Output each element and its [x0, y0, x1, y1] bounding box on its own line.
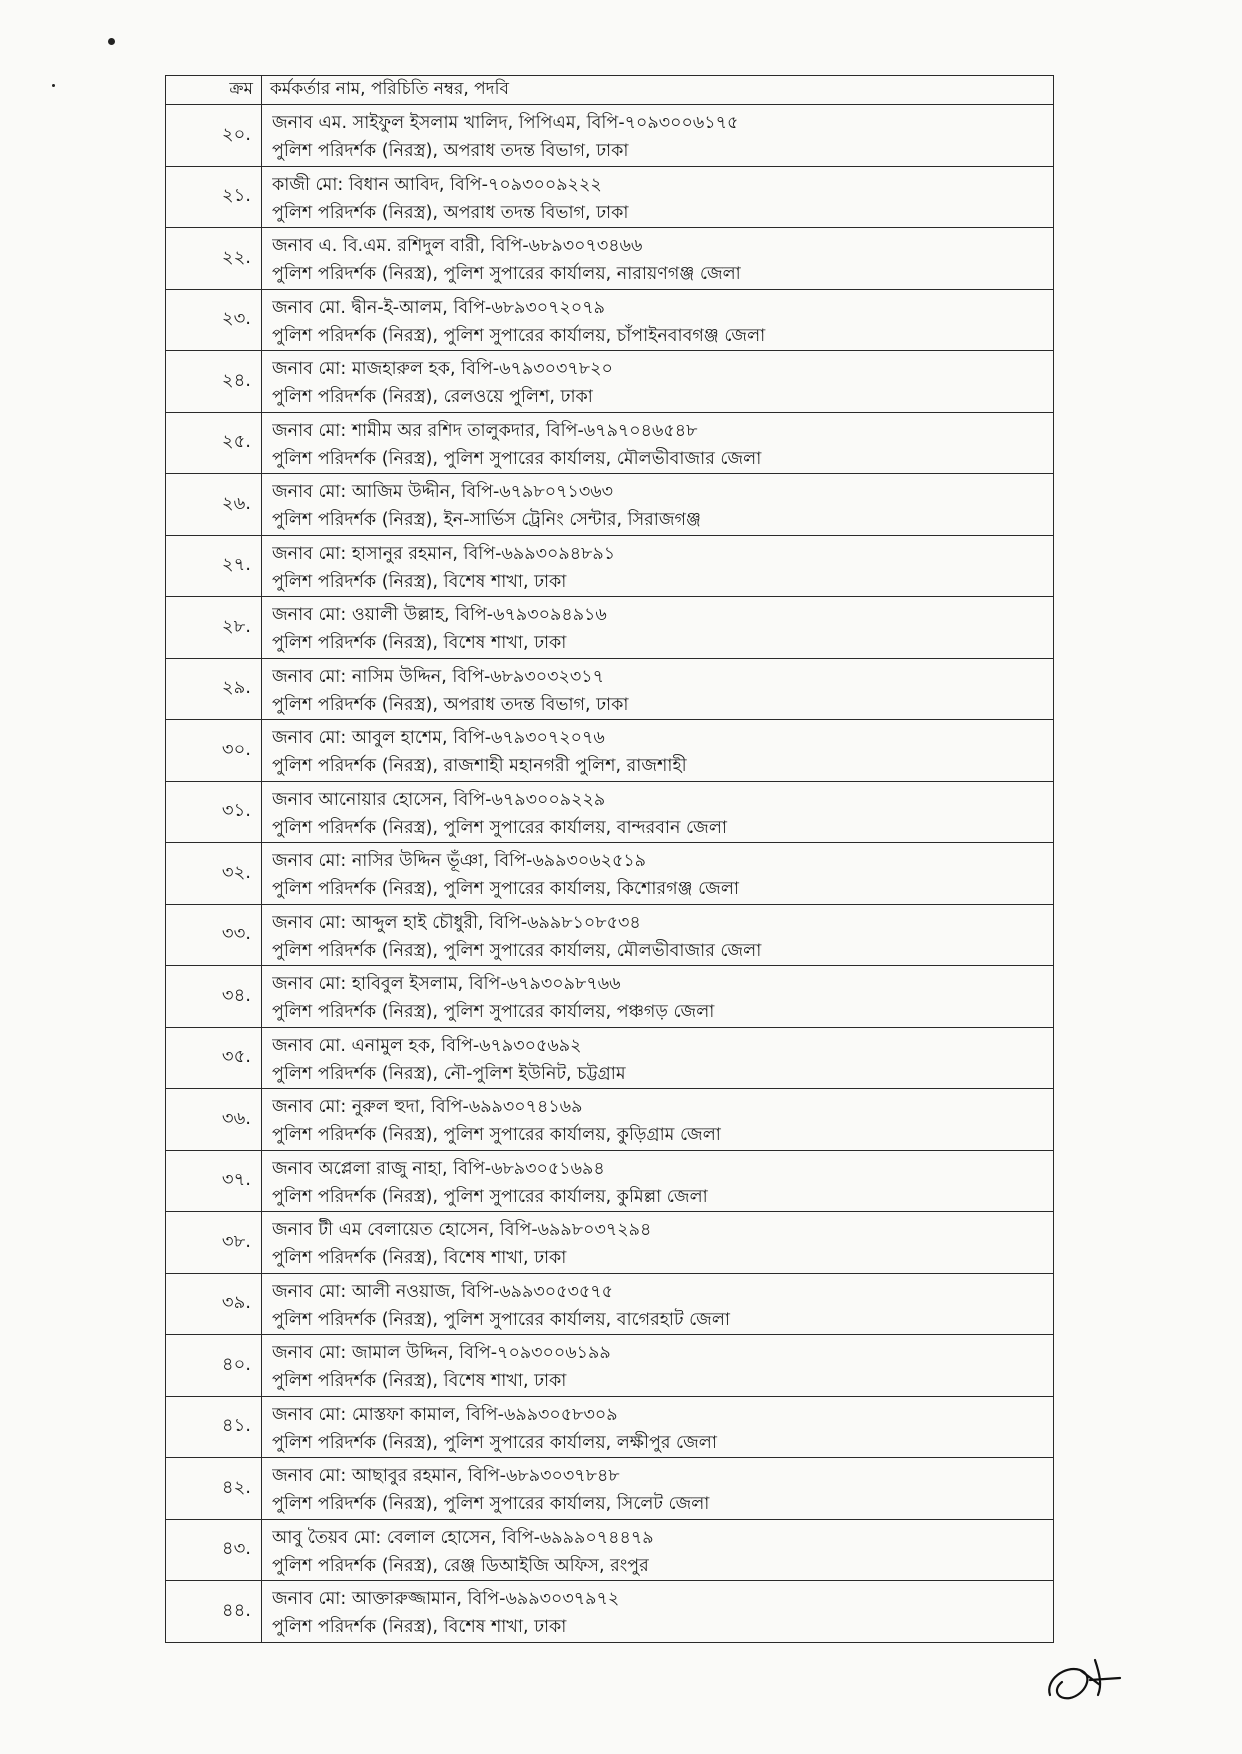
row-serial: ২১.	[166, 166, 262, 228]
row-serial: ৪৩.	[166, 1519, 262, 1581]
row-serial: ২৭.	[166, 535, 262, 597]
row-details	[262, 228, 1054, 290]
row-serial: ২৫.	[166, 412, 262, 474]
row-details	[262, 966, 1054, 1028]
officer-table-container	[165, 75, 1053, 1643]
row-serial: ২৬.	[166, 474, 262, 536]
officer-name-line: জনাব এ. বি.এম. রশিদুল বারী, বিপি-৬৮৯৩০৭৩৪৬৬	[272, 236, 643, 256]
row-details	[262, 1150, 1054, 1212]
row-details	[262, 1027, 1054, 1089]
row-serial: ২৩.	[166, 289, 262, 351]
table-row	[166, 1027, 1054, 1089]
row-serial: ৩৭.	[166, 1150, 262, 1212]
scan-speck	[108, 38, 115, 45]
row-serial: ২৯.	[166, 658, 262, 720]
row-details	[262, 105, 1054, 167]
serial-column-header: ক্রম	[166, 76, 262, 105]
row-details	[262, 474, 1054, 536]
table-row	[166, 1335, 1054, 1397]
row-serial: ২৮.	[166, 597, 262, 659]
officer-post-line: পুলিশ পরিদর্শক (নিরস্ত্র), নৌ-পুলিশ ইউনিট, চট্টগ্রাম	[272, 1063, 626, 1084]
officer-name-line: জনাব মো: জামাল উদ্দিন, বিপি-৭০৯৩০০৬১৯৯	[272, 1343, 611, 1363]
officer-post-line: পুলিশ পরিদর্শক (নিরস্ত্র), পুলিশ সুপারের কার্যালয়, মৌলভীবাজার জেলা	[272, 940, 762, 961]
officer-name-line: জনাব মো. এনামুল হক, বিপি-৬৭৯৩০৫৬৯২	[272, 1035, 582, 1056]
officer-name-line: জনাব মো: আবুল হাশেম, বিপি-৬৭৯৩০৭২০৭৬	[272, 728, 605, 748]
table-row	[166, 412, 1054, 474]
table-row	[166, 1458, 1054, 1520]
officer-post-line: পুলিশ পরিদর্শক (নিরস্ত্র), বিশেষ শাখা, ঢাকা	[272, 633, 567, 653]
officer-name-line: জনাব মো: শামীম অর রশিদ তালুকদার, বিপি-৬৭৯৭০৪৬৫৪৮	[272, 420, 698, 441]
officer-post-line: পুলিশ পরিদর্শক (নিরস্ত্র), রেলওয়ে পুলিশ, ঢাকা	[272, 387, 593, 407]
row-serial: ৩৫.	[166, 1027, 262, 1089]
row-details	[262, 720, 1054, 782]
officer-name-line: জনাব মো: মোস্তফা কামাল, বিপি-৬৯৯৩০৫৮৩০৯	[272, 1404, 618, 1425]
officer-name-line: আবু তৈয়ব মো: বেলাল হোসেন, বিপি-৬৯৯৯০৭৪৪৭৯	[272, 1527, 654, 1548]
row-serial: ৩০.	[166, 720, 262, 782]
row-details	[262, 166, 1054, 228]
officer-name-line: জনাব আনোয়ার হোসেন, বিপি-৬৭৯৩০০৯২২৯	[272, 789, 606, 810]
table-body	[166, 105, 1054, 1643]
row-details	[262, 535, 1054, 597]
row-serial: ৩৩.	[166, 904, 262, 966]
officer-name-line: জনাব মো: হাবিবুল ইসলাম, বিপি-৬৭৯৩০৯৮৭৬৬	[272, 974, 621, 994]
table-row	[166, 597, 1054, 659]
table-row	[166, 658, 1054, 720]
officer-post-line: পুলিশ পরিদর্শক (নিরস্ত্র), বিশেষ শাখা, ঢাকা	[272, 1617, 567, 1637]
row-serial: ৪০.	[166, 1335, 262, 1397]
officer-post-line: পুলিশ পরিদর্শক (নিরস্ত্র), পুলিশ সুপারের কার্যালয়, সিলেট জেলা	[272, 1494, 710, 1514]
row-serial: ৩৬.	[166, 1089, 262, 1151]
row-details	[262, 1212, 1054, 1274]
row-serial: ৩৯.	[166, 1273, 262, 1335]
row-details	[262, 1458, 1054, 1520]
row-serial: ২২.	[166, 228, 262, 290]
row-serial: ৩২.	[166, 843, 262, 905]
officer-post-line: পুলিশ পরিদর্শক (নিরস্ত্র), অপরাধ তদন্ত বিভাগ, ঢাকা	[272, 141, 629, 161]
officer-post-line: পুলিশ পরিদর্শক (নিরস্ত্র), পুলিশ সুপারের কার্যালয়, কিশোরগঞ্জ জেলা	[272, 879, 739, 899]
row-details	[262, 658, 1054, 720]
officer-post-line: পুলিশ পরিদর্শক (নিরস্ত্র), পুলিশ সুপারের কার্যালয়, পঞ্চগড় জেলা	[272, 1002, 715, 1022]
officer-name-line: জনাব টী এম বেলায়েত হোসেন, বিপি-৬৯৯৮০৩৭২৯৪	[272, 1220, 652, 1240]
officer-post-line: পুলিশ পরিদর্শক (নিরস্ত্র), অপরাধ তদন্ত বিভাগ, ঢাকা	[272, 202, 629, 223]
row-details	[262, 351, 1054, 413]
officer-post-line: পুলিশ পরিদর্শক (নিরস্ত্র), পুলিশ সুপারের কার্যালয়, চাঁপাইনবাবগঞ্জ জেলা	[272, 325, 766, 346]
table-header-row	[166, 76, 1054, 105]
table-row	[166, 1273, 1054, 1335]
officer-name-line: জনাব মো: আছাবুর রহমান, বিপি-৬৮৯৩০৩৭৮৪৮	[272, 1466, 620, 1486]
officer-post-line: পুলিশ পরিদর্শক (নিরস্ত্র), ইন-সার্ভিস ট্রেনিং সেন্টার, সিরাজগঞ্জ	[272, 510, 701, 530]
row-details	[262, 1519, 1054, 1581]
officer-name-line: জনাব অপ্লেলা রাজু নাহা, বিপি-৬৮৯৩০৫১৬৯৪	[272, 1158, 605, 1179]
officer-name-line: জনাব মো: আক্তারুজ্জামান, বিপি-৬৯৯৩০৩৭৯৭২	[272, 1589, 620, 1609]
table-row	[166, 1150, 1054, 1212]
row-details	[262, 412, 1054, 474]
table-row	[166, 228, 1054, 290]
row-serial: ২০.	[166, 105, 262, 167]
officer-name-line: জনাব মো: আজিম উদ্দীন, বিপি-৬৭৯৮০৭১৩৬৩	[272, 482, 614, 502]
officer-table	[165, 75, 1054, 1643]
table-row	[166, 904, 1054, 966]
table-row	[166, 1519, 1054, 1581]
row-details	[262, 843, 1054, 905]
officer-post-line: পুলিশ পরিদর্শক (নিরস্ত্র), পুলিশ সুপারের কার্যালয়, বান্দরবান জেলা	[272, 817, 727, 838]
officer-post-line: পুলিশ পরিদর্শক (নিরস্ত্র), অপরাধ তদন্ত বিভাগ, ঢাকা	[272, 694, 629, 715]
table-row	[166, 781, 1054, 843]
table-row	[166, 1396, 1054, 1458]
row-serial: ২৪.	[166, 351, 262, 413]
officer-post-line: পুলিশ পরিদর্শক (নিরস্ত্র), পুলিশ সুপারের কার্যালয়, কুড়িগ্রাম জেলা	[272, 1125, 721, 1145]
row-serial: ৩৮.	[166, 1212, 262, 1274]
officer-post-line: পুলিশ পরিদর্শক (নিরস্ত্র), রেঞ্জ ডিআইজি অফিস, রংপুর	[272, 1555, 649, 1576]
officer-post-line: পুলিশ পরিদর্শক (নিরস্ত্র), বিশেষ শাখা, ঢাকা	[272, 571, 567, 592]
officer-post-line: পুলিশ পরিদর্শক (নিরস্ত্র), পুলিশ সুপারের কার্যালয়, বাগেরহাট জেলা	[272, 1309, 730, 1330]
scan-speck	[52, 84, 55, 87]
officer-name-line: জনাব মো. দ্বীন-ই-আলম, বিপি-৬৮৯৩০৭২০৭৯	[272, 297, 606, 318]
officer-name-line: জনাব মো: আব্দুল হাই চৌধুরী, বিপি-৬৯৯৮১০৮৫৩৪	[272, 912, 641, 933]
details-column-header: কর্মকর্তার নাম, পরিচিতি নম্বর, পদবি	[262, 76, 1054, 105]
table-row	[166, 166, 1054, 228]
row-serial: ৩৪.	[166, 966, 262, 1028]
officer-post-line: পুলিশ পরিদর্শক (নিরস্ত্র), পুলিশ সুপারের কার্যালয়, কুমিল্লা জেলা	[272, 1186, 708, 1207]
officer-name-line: জনাব মো: নাসিম উদ্দিন, বিপি-৬৮৯৩০৩২৩১৭	[272, 666, 605, 687]
row-serial: ৪২.	[166, 1458, 262, 1520]
row-details	[262, 289, 1054, 351]
signature-mark	[1040, 1640, 1130, 1710]
table-row	[166, 1212, 1054, 1274]
row-details	[262, 904, 1054, 966]
officer-post-line: পুলিশ পরিদর্শক (নিরস্ত্র), পুলিশ সুপারের কার্যালয়, নারায়ণগঞ্জ জেলা	[272, 264, 741, 284]
officer-post-line: পুলিশ পরিদর্শক (নিরস্ত্র), বিশেষ শাখা, ঢাকা	[272, 1248, 567, 1268]
row-details	[262, 1089, 1054, 1151]
table-row	[166, 720, 1054, 782]
officer-post-line: পুলিশ পরিদর্শক (নিরস্ত্র), পুলিশ সুপারের কার্যালয়, লক্ষীপুর জেলা	[272, 1432, 717, 1453]
table-row	[166, 474, 1054, 536]
table-row	[166, 843, 1054, 905]
row-details	[262, 781, 1054, 843]
officer-name-line: জনাব এম. সাইফুল ইসলাম খালিদ, পিপিএম, বিপি-৭০৯৩০০৬১৭৫	[272, 113, 739, 133]
officer-name-line: কাজী মো: বিধান আবিদ, বিপি-৭০৯৩০০৯২২২	[272, 174, 602, 195]
officer-name-line: জনাব মো: হাসানুর রহমান, বিপি-৬৯৯৩০৯৪৮৯১	[272, 543, 616, 564]
table-row	[166, 1581, 1054, 1643]
row-serial: ৩১.	[166, 781, 262, 843]
officer-post-line: পুলিশ পরিদর্শক (নিরস্ত্র), রাজশাহী মহানগরী পুলিশ, রাজশাহী	[272, 756, 687, 776]
row-details	[262, 1396, 1054, 1458]
officer-name-line: জনাব মো: নুরুল হুদা, বিপি-৬৯৯৩০৭৪১৬৯	[272, 1097, 583, 1117]
officer-name-line: জনাব মো: মাজহারুল হক, বিপি-৬৭৯৩০৩৭৮২০	[272, 359, 613, 379]
officer-post-line: পুলিশ পরিদর্শক (নিরস্ত্র), পুলিশ সুপারের কার্যালয়, মৌলভীবাজার জেলা	[272, 448, 762, 469]
officer-name-line: জনাব মো: ওয়ালী উল্লাহ, বিপি-৬৭৯৩০৯৪৯১৬	[272, 605, 607, 625]
table-row	[166, 1089, 1054, 1151]
table-row	[166, 966, 1054, 1028]
row-details	[262, 1581, 1054, 1643]
row-details	[262, 1335, 1054, 1397]
row-details	[262, 597, 1054, 659]
table-row	[166, 105, 1054, 167]
officer-post-line: পুলিশ পরিদর্শক (নিরস্ত্র), বিশেষ শাখা, ঢাকা	[272, 1371, 567, 1391]
officer-name-line: জনাব মো: আলী নওয়াজ, বিপি-৬৯৯৩০৫৩৫৭৫	[272, 1281, 613, 1302]
row-details	[262, 1273, 1054, 1335]
row-serial: ৪১.	[166, 1396, 262, 1458]
row-serial: ৪৪.	[166, 1581, 262, 1643]
table-row	[166, 289, 1054, 351]
table-row	[166, 535, 1054, 597]
officer-name-line: জনাব মো: নাসির উদ্দিন ভূঁঞা, বিপি-৬৯৯৩০৬২৫১৯	[272, 851, 647, 871]
table-row	[166, 351, 1054, 413]
